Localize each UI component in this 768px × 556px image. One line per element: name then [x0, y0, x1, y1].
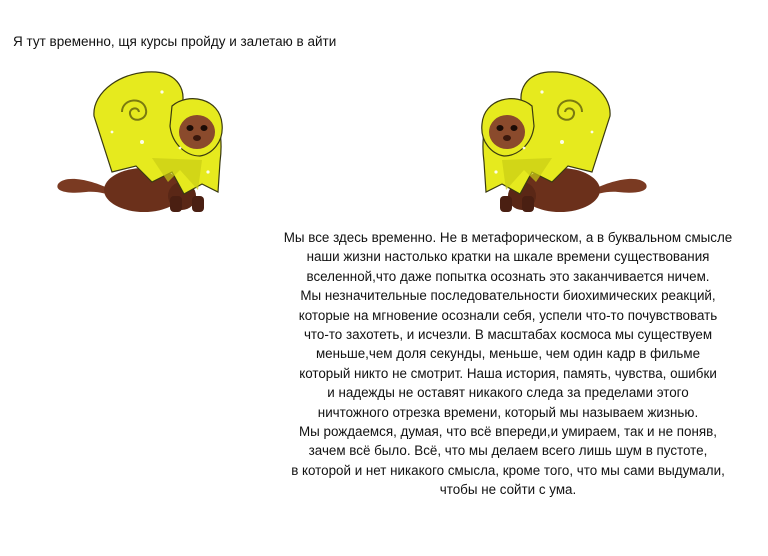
quote-line: что-то захотеть, и исчезли. В масштабах космоса мы существуем — [303, 327, 713, 343]
quote-line: Мы рождаемся, думая, что всё впереди,и умираем, так и не поняв, — [299, 424, 717, 440]
quote-line: Мы все здесь временно. Не в метафорическом, а в буквальном смысле — [283, 230, 733, 245]
cat-illustration-right — [462, 62, 652, 222]
quote-line: ничтожного отрезка времени, который мы называем жизнью. — [317, 404, 699, 420]
quote-line: в которой и нет никакого смысла, кроме того, что мы сами выдумали, — [291, 462, 725, 478]
philosophical-quote — [258, 228, 758, 500]
quote-line: Мы незначительные последовательности биохимических реакций, — [300, 288, 716, 304]
quote-line: чтобы не сойти с ума. — [439, 482, 577, 498]
quote-line: который никто не смотрит. Наша история, память, чувства, ошибки — [299, 365, 717, 381]
quote-line: зачем всё было. Всё, что мы делаем всего лишь шум в пустоте, — [308, 443, 708, 459]
snail-raincoat-cat-right — [462, 62, 652, 222]
cat-illustration-left — [52, 62, 242, 222]
quote-line: которые на мгновение осознали себя, успели что-то почувствовать — [298, 307, 718, 323]
snail-raincoat-cat-left — [52, 62, 242, 222]
quote-line: вселенной,что даже попытка осознать это заканчивается ничем. — [306, 268, 710, 284]
quote-line: меньше,чем доля секунды, меньше, чем один кадр в фильме — [315, 346, 701, 362]
quote-line: наши жизни настолько кратки на шкале времени существования — [306, 249, 710, 265]
meme-caption: Я тут временно, щя курсы пройду и залетаю в айти — [13, 34, 337, 49]
quote-line: и надежды не оставят никакого следа за пределами этого — [327, 385, 689, 401]
